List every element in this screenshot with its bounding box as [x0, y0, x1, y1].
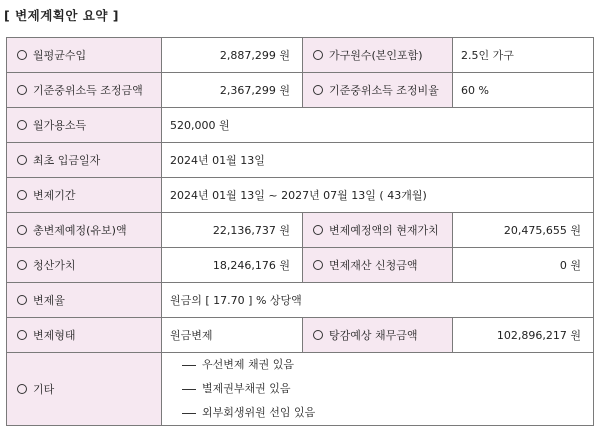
circle-icon: [17, 225, 27, 235]
first-payment-label: 최초 입금일자: [33, 154, 101, 167]
period-value: 2024년 01월 13일 ~ 2027년 07월 13일 ( 43개월): [162, 178, 594, 213]
circle-icon: [17, 50, 27, 60]
repayment-type-value: 원금변제: [162, 318, 303, 353]
other-label-cell: [7, 353, 162, 426]
table-row: [7, 108, 594, 143]
list-item: [182, 353, 585, 377]
household-label: 가구원수(본인포함): [329, 49, 423, 62]
median-ratio-value: 60 %: [453, 73, 594, 108]
expected-debt-label-cell: [303, 318, 453, 353]
circle-icon: [17, 120, 27, 130]
period-label: 변제기간: [33, 189, 76, 202]
circle-icon: [17, 155, 27, 165]
exempt-property-value: 0 원: [453, 248, 594, 283]
circle-icon: [313, 50, 323, 60]
table-row: [7, 318, 594, 353]
median-income-label: 기준중위소득 조정금액: [33, 84, 143, 97]
available-income-label: 월가용소득: [33, 119, 87, 132]
income-label: 월평균수입: [33, 49, 87, 62]
other-items-list: [170, 353, 585, 425]
present-value-label: 변제예정액의 현재가치: [329, 224, 439, 237]
dash-icon: [182, 413, 196, 414]
median-income-value: 2,367,299 원: [162, 73, 303, 108]
expected-debt-value: 102,896,217 원: [453, 318, 594, 353]
exempt-property-label: 면제재산 신청금액: [329, 259, 418, 272]
circle-icon: [313, 260, 323, 270]
circle-icon: [17, 190, 27, 200]
other-items-cell: [162, 353, 594, 426]
other-item-text: 별제권부채권 있음: [202, 382, 291, 395]
first-payment-label-cell: [7, 143, 162, 178]
period-label-cell: [7, 178, 162, 213]
table-row: [7, 38, 594, 73]
table-row: [7, 73, 594, 108]
list-item: [182, 377, 585, 401]
other-label: 기타: [33, 383, 55, 396]
table-row: [7, 353, 594, 426]
exempt-property-label-cell: [303, 248, 453, 283]
circle-icon: [313, 330, 323, 340]
available-income-value: 520,000 원: [162, 108, 594, 143]
table-row: [7, 248, 594, 283]
table-row: [7, 283, 594, 318]
median-ratio-label: 기준중위소득 조정비율: [329, 84, 439, 97]
liquidation-label-cell: [7, 248, 162, 283]
list-item: [182, 401, 585, 425]
expected-debt-label: 탕감예상 채무금액: [329, 329, 418, 342]
household-label-cell: [303, 38, 453, 73]
circle-icon: [313, 85, 323, 95]
total-planned-label-cell: [7, 213, 162, 248]
income-value: 2,887,299 원: [162, 38, 303, 73]
income-label-cell: [7, 38, 162, 73]
plan-summary-table: [6, 37, 594, 426]
present-value-value: 20,475,655 원: [453, 213, 594, 248]
table-row: [7, 213, 594, 248]
other-item-text: 외부회생위원 선임 있음: [202, 406, 316, 419]
liquidation-label: 청산가치: [33, 259, 76, 272]
total-planned-value: 22,136,737 원: [162, 213, 303, 248]
circle-icon: [17, 85, 27, 95]
other-item-text: 우선변제 채권 있음: [202, 358, 295, 371]
repayment-rate-label-cell: [7, 283, 162, 318]
available-income-label-cell: [7, 108, 162, 143]
present-value-label-cell: [303, 213, 453, 248]
circle-icon: [17, 384, 27, 394]
liquidation-value: 18,246,176 원: [162, 248, 303, 283]
page-title: [ 변제계획안 요약 ]: [4, 8, 120, 23]
total-planned-label: 총변제예정(유보)액: [33, 224, 127, 237]
dash-icon: [182, 389, 196, 390]
repayment-type-label-cell: [7, 318, 162, 353]
median-income-label-cell: [7, 73, 162, 108]
circle-icon: [313, 225, 323, 235]
circle-icon: [17, 260, 27, 270]
repayment-rate-label: 변제율: [33, 294, 65, 307]
dash-icon: [182, 365, 196, 366]
circle-icon: [17, 330, 27, 340]
repayment-rate-value: 원금의 [ 17.70 ] % 상당액: [162, 283, 594, 318]
first-payment-value: 2024년 01월 13일: [162, 143, 594, 178]
table-row: [7, 143, 594, 178]
household-value: 2.5인 가구: [453, 38, 594, 73]
table-row: [7, 178, 594, 213]
median-ratio-label-cell: [303, 73, 453, 108]
circle-icon: [17, 295, 27, 305]
repayment-type-label: 변제형태: [33, 329, 76, 342]
